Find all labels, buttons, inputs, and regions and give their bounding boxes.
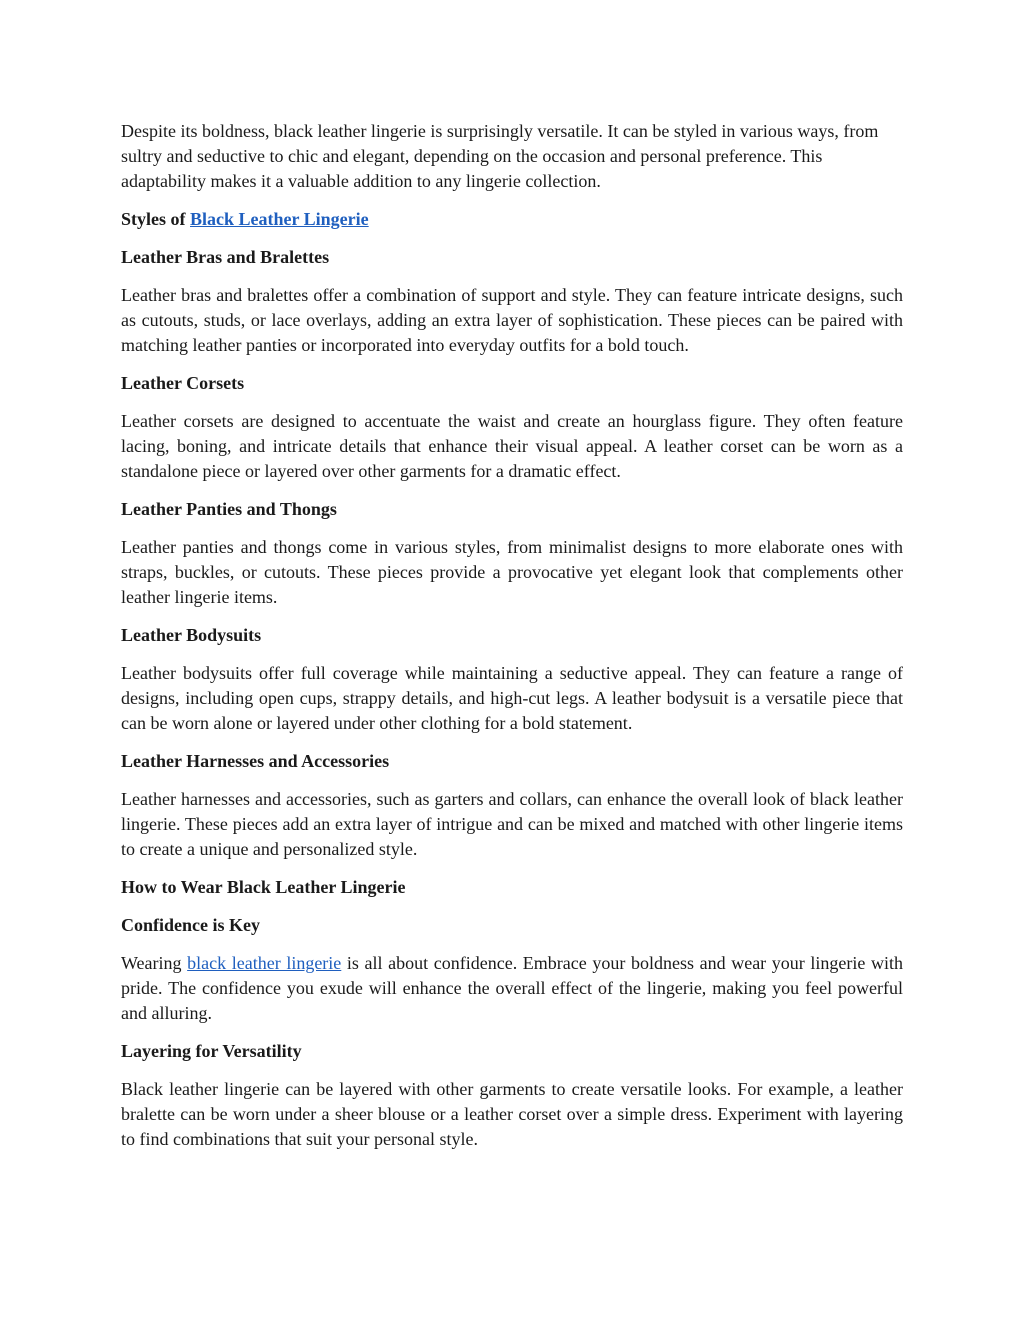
layering-heading: Layering for Versatility	[121, 1041, 302, 1061]
confidence-heading: Confidence is Key	[121, 915, 260, 935]
confidence-body-link[interactable]: black leather lingerie	[187, 953, 342, 973]
section-heading-harnesses: Leather Harnesses and Accessories	[121, 751, 390, 771]
section-heading-bodysuits: Leather Bodysuits	[121, 625, 262, 645]
styles-heading-link[interactable]: Black Leather Lingerie	[190, 209, 369, 229]
section-heading-corsets: Leather Corsets	[121, 373, 245, 393]
section-heading-bras: Leather Bras and Bralettes	[121, 247, 330, 267]
intro-paragraph: Despite its boldness, black leather lingerie is surprisingly versatile. It can be styled in various ways, from sultry and seductive to chic and elegant, depending on the occasion and personal preference. This adaptability makes it a valuable addition to any lingerie collection.	[121, 121, 879, 191]
styles-heading-prefix: Styles of	[121, 209, 190, 229]
section-body-panties: Leather panties and thongs come in various styles, from minimalist designs to more elaborate ones with straps, buckles, or cutouts. These pieces provide a provocative yet elegant look that complements other leather lingerie items.	[121, 537, 903, 607]
section-body-harnesses: Leather harnesses and accessories, such as garters and collars, can enhance the overall look of black leather lingerie. These pieces add an extra layer of intrigue and can be mixed and matched with other lingerie items to create a unique and personalized style.	[121, 789, 903, 859]
confidence-body-prefix: Wearing	[121, 953, 188, 973]
how-to-wear-heading: How to Wear Black Leather Lingerie	[121, 877, 406, 897]
confidence-body-suffix: is all about confidence. Embrace your boldness and wear your lingerie with pride. The confidence you exude will enhance the overall effect of the lingerie, making you feel powerful and alluring.	[121, 953, 903, 1023]
document-page	[121, 119, 903, 1165]
section-body-bras: Leather bras and bralettes offer a combination of support and style. They can feature intricate designs, such as cutouts, studs, or lace overlays, adding an extra layer of sophistication. These pieces can be paired with matching leather panties or incorporated into everyday outfits for a bold touch.	[121, 285, 903, 355]
section-body-bodysuits: Leather bodysuits offer full coverage while maintaining a seductive appeal. They can feature a range of designs, including open cups, strappy details, and high-cut legs. A leather bodysuit is a versatile piece that can be worn alone or layered under other clothing for a bold statement.	[121, 663, 903, 733]
styles-heading	[121, 207, 903, 232]
section-body-corsets: Leather corsets are designed to accentuate the waist and create an hourglass figure. They often feature lacing, boning, and intricate details that enhance their visual appeal. A leather corset can be worn as a standalone piece or layered over other garments for a dramatic effect.	[121, 411, 903, 481]
confidence-body	[121, 951, 903, 1026]
layering-body: Black leather lingerie can be layered with other garments to create versatile looks. For example, a leather bralette can be worn under a sheer blouse or a leather corset over a simple dress. Experiment with layering to find combinations that suit your personal style.	[121, 1079, 903, 1149]
section-heading-panties: Leather Panties and Thongs	[121, 499, 337, 519]
